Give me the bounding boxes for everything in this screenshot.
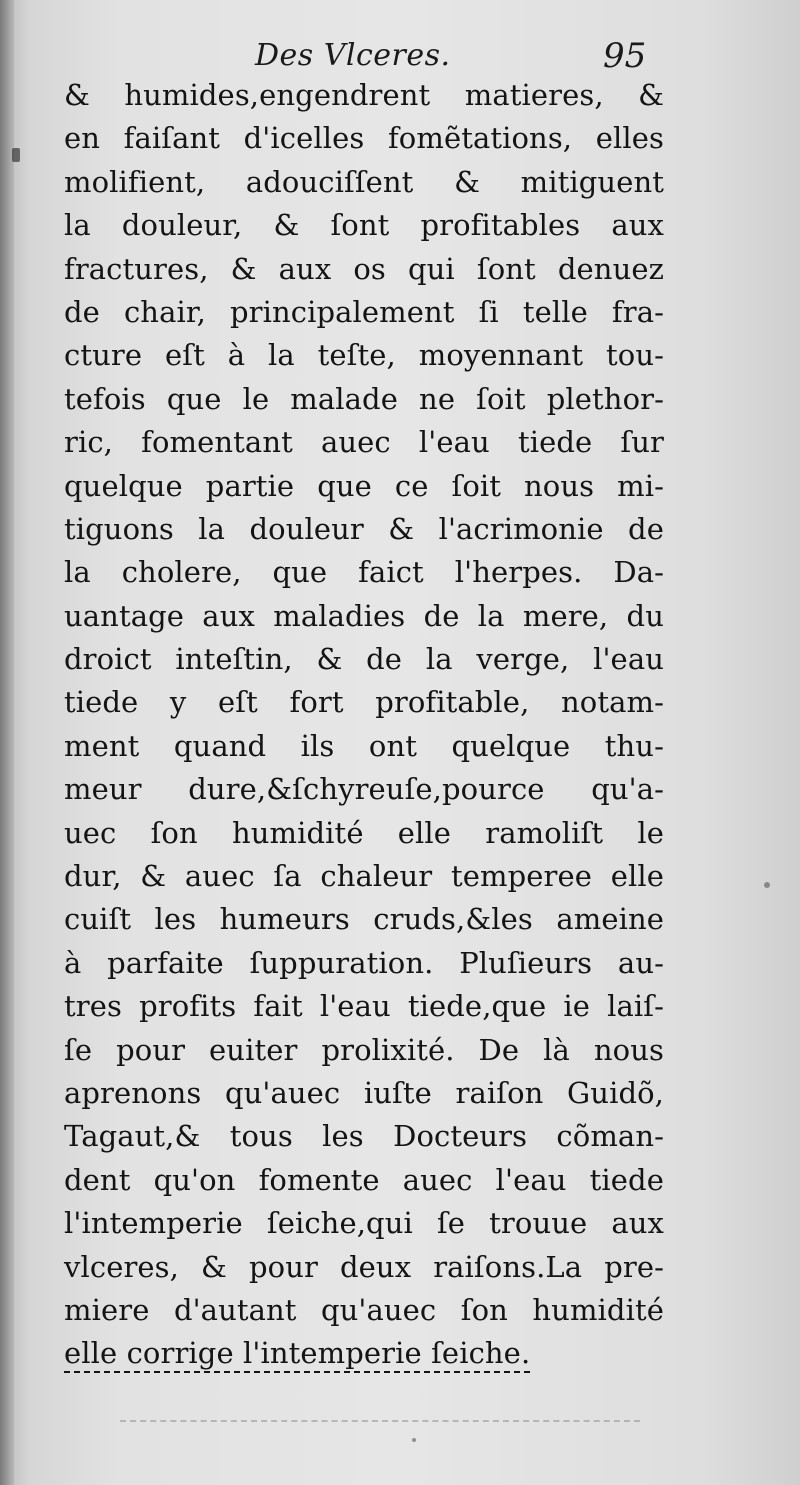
text-line: cuiſt les humeurs cruds,&les ameine <box>64 902 664 937</box>
text-line-final: elle corrige l'intemperie ſeiche. <box>64 1336 531 1371</box>
page-number: 95 <box>603 36 647 76</box>
text-line: miere d'autant qu'auec ſon humidité <box>64 1292 664 1327</box>
text-line: tefois que le malade ne ſoit plethor- <box>64 381 664 416</box>
text-line: la cholere, que faict l'herpes. Da- <box>64 555 664 590</box>
text-line: meur dure,&ſchyreuſe,pource qu'a- <box>64 772 664 807</box>
text-line: tiguons la douleur & l'acrimonie de <box>64 511 664 546</box>
text-line: de chair, principalement ſi telle fra- <box>64 294 664 329</box>
text-line: vlceres, & pour deux raiſons.La pre- <box>64 1249 664 1284</box>
text-line: uec ſon humidité elle ramoliſt le <box>64 815 664 850</box>
text-line: droict inteſtin, & de la verge, l'eau <box>64 642 664 677</box>
paper-speck <box>764 882 770 888</box>
text-line: aprenons qu'auec iuſte raiſon Guidõ, <box>64 1075 664 1110</box>
text-line: tres profits fait l'eau tiede,que ie laiſ- <box>64 989 664 1024</box>
text-line: l'intemperie ſeiche,qui ſe trouue aux <box>64 1206 664 1241</box>
text-line: en faiſant d'icelles fomẽtations, elles <box>64 121 664 156</box>
paper-speck <box>12 148 20 162</box>
text-line: dent qu'on fomente auec l'eau tiede <box>64 1162 664 1197</box>
text-line: quelque partie que ce ſoit nous mi- <box>64 468 664 503</box>
show-through-rule <box>120 1420 640 1425</box>
text-line: dur, & auec ſa chaleur temperee elle <box>64 859 664 894</box>
text-line: Tagaut,& tous les Docteurs cõman- <box>64 1119 664 1154</box>
running-head: Des Vlceres. <box>255 38 451 73</box>
gutter-shadow <box>0 0 14 1485</box>
text-line: ment quand ils ont quelque thu- <box>64 728 664 763</box>
text-line: tiede y eſt fort profitable, notam- <box>64 685 664 720</box>
text-line: ric, fomentant auec l'eau tiede ſur <box>64 425 664 460</box>
text-line: fractures, & aux os qui ſont denuez <box>64 251 664 286</box>
text-line: cture eſt à la teſte, moyennant tou- <box>64 338 664 373</box>
text-line: molifient, adouciſſent & mitiguent <box>64 164 664 199</box>
text-line: uantage aux maladies de la mere, du <box>64 598 664 633</box>
body-text <box>64 74 664 1376</box>
text-line: & humides,engendrent matieres, & <box>64 78 664 112</box>
paper-speck <box>412 1438 416 1442</box>
text-line: la douleur, & ſont profitables aux <box>64 208 664 243</box>
text-line: ſe pour euiter prolixité. De là nous <box>64 1032 664 1067</box>
text-line: à parfaite ſuppuration. Pluſieurs au- <box>64 945 664 980</box>
